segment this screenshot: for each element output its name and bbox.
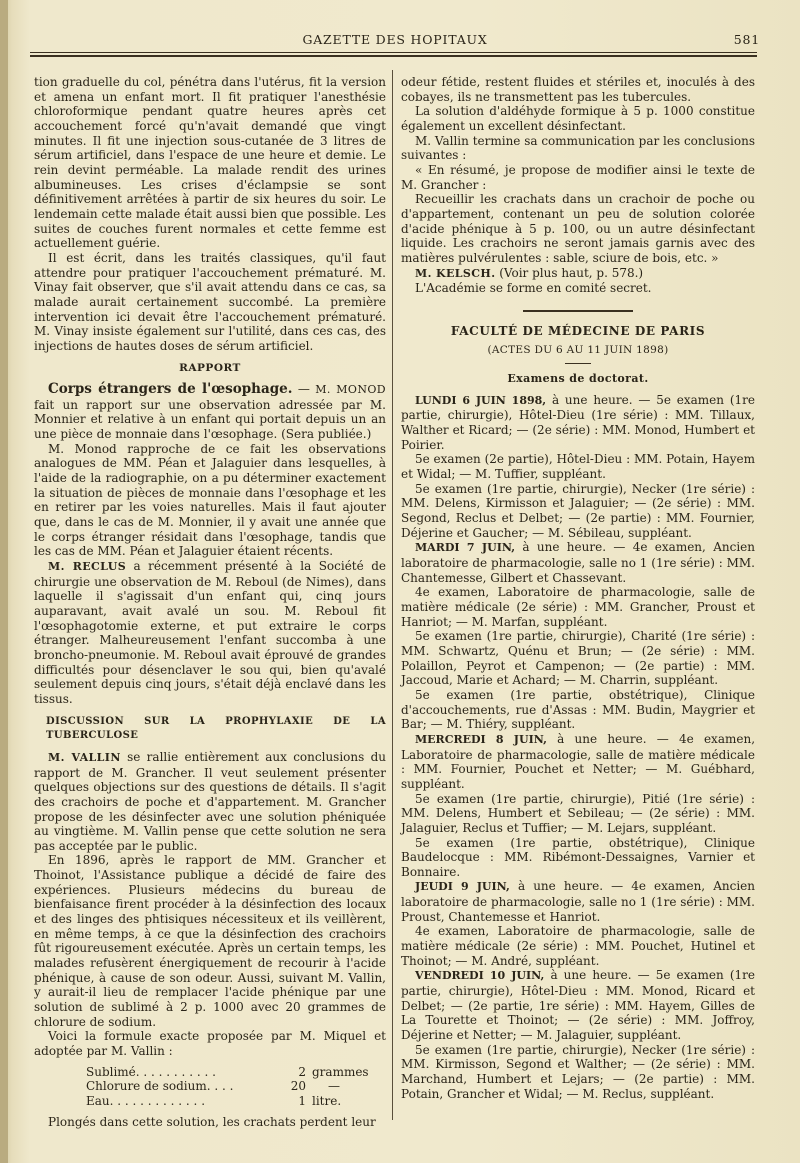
exam-day: MARDI 7 JUIN, [415, 541, 516, 555]
paragraph: Plongés dans cette solution, les crachats perdent leur [48, 1114, 376, 1129]
paragraph-kelsch [401, 266, 755, 282]
section-heading-rapport: RAPPORT [179, 362, 241, 375]
journal-title: GAZETTE DES HOPITAUX [302, 32, 488, 47]
right-column [401, 75, 755, 1101]
ingredient-qty: 20 [290, 1079, 306, 1094]
page-spine-shadow [0, 0, 8, 1163]
exam-day: LUNDI 6 JUIN 1898, [415, 393, 547, 407]
exam-entry [401, 540, 755, 585]
exam-text: à une heure. — 4e examen, Laboratoire de pharmacologie, salle de matière médicale : MM. Fournier, Pouchet et Netter; — M. Guébhard, suppléant. [401, 731, 756, 791]
section-heading-exams: Examens de doctorat. [507, 372, 649, 386]
formula-table [86, 1065, 386, 1109]
ornament-rule [401, 304, 755, 312]
section-heading-faculty: FACULTÉ DE MÉDECINE DE PARIS [450, 323, 706, 338]
paragraph-text: se rallie entièrement aux conclusions du rapport de M. Grancher. Il veut seulement présenter quelques objections sur des questions de détails. Il s'agit des crachoirs de poche et d'appartement. M. Grancher propose de les désinfecter avec une solution phéniquée au vingtième. M. Vallin pense que cette solution ne sera pas acceptée par le public. [34, 749, 386, 853]
formula-row [86, 1079, 386, 1094]
paragraph: M. Monod rapproche de ce fait les observations analogues de MM. Péan et Jalaguier dans lesquelles, à l'aide de la radiographie, on a pu déterminer exactement la situation de pièces de monnaie dans l'œsophage et les en retirer par les voies naturelles. Mais il faut ajouter que, dans le cas de M. Monnier, il y avait une année que le corps étranger résidait dans l'œsophage, tandis que les cas de MM. Péan et Jalaguier étaient récents. [34, 441, 386, 559]
formula-row [86, 1094, 386, 1109]
exam-day: JEUDI 9 JUIN, [415, 880, 510, 894]
header-rule-top [30, 52, 757, 53]
exam-day: MERCREDI 8 JUIN, [415, 732, 547, 746]
paragraph: Recueillir les crachats dans un crachoir de poche ou d'appartement, contenant un peu de solution colorée d'acide phénique à 5 p. 100, ou un autre désinfectant liquide. Les crachoirs ne seront jamais garnis avec des matières pulvérulentes : sable, sciure de bois, etc. » [401, 192, 755, 265]
exam-entry: 5e examen (1re partie, obstétrique), Clinique d'accouchements, rue d'Assas : MM. Budin, Maygrier et Bar; — M. Thiéry, suppléant. [401, 687, 755, 732]
exam-entry: 5e examen (1re partie, obstétrique), Clinique Baudelocque : MM. Ribémont-Dessaignes, Varnier et Bonnaire. [401, 835, 755, 879]
article-title: Corps étrangers de l'œsophage. [48, 381, 293, 398]
author-name: M. KELSCH. [415, 266, 496, 280]
paragraph: « En résumé, je propose de modifier ainsi le texte de M. Grancher : [401, 162, 755, 192]
paragraph-vallin [34, 750, 386, 854]
exam-entry [401, 968, 755, 1042]
exam-entry: 4e examen, Laboratoire de pharmacologie, salle de matière médicale (2e série) : MM. Grancher, Proust et Hanriot; — M. Marfan, suppléant. [401, 585, 755, 629]
paragraph-reclus [34, 559, 386, 707]
exam-entry: 5e examen (1re partie, chirurgie), Necker (1re série) : MM. Delens, Kirmisson et Jalaguier; — (2e série) : MM. Segond, Reclus et Delbet; — (2e partie) : MM. Fournier, Déjerine et Gaucher; — M. Sébileau, suppléant. [401, 481, 755, 540]
formula-row [86, 1065, 386, 1080]
ingredient-qty: 1 [298, 1093, 306, 1108]
exam-entry: 5e examen (1re partie, chirurgie), Charité (1re série) : MM. Schwartz, Quénu et Brun; — (2e série) : MM. Polaillon, Peyrot et Campenon; — (2e partie) : MM. Jaccoud, Marie et Achard; — M. Charrin, suppléant. [401, 629, 755, 688]
exam-entry: 5e examen (1re partie, chirurgie), Necker (1re série) : MM. Kirmisson, Segond et Walther; — (2e série) : MM. Marchand, Humbert et Lejars; — (2e partie) : MM. Potain, Grancher et Widal; — M. Reclus, suppléant. [401, 1042, 755, 1101]
section-heading-discussion: DISCUSSION SUR LA PROPHYLAXIE DE LA TUBERCULOSE [46, 715, 386, 742]
exam-entry [401, 393, 755, 453]
paragraph-text: a récemment présenté à la Société de chirurgie une observation de M. Reboul (de Nimes), dans laquelle il s'agissait d'un enfant qui, cinq jours auparavant, avait avalé un sou. M. Reboul fit l'œsophagotomie externe, et put extraire le corps étranger. Malheureusement l'enfant succomba à une broncho-pneumonie. M. Reboul avait éprouvé de grandes difficultés pour désenclaver le sou qui, bien qu'avalé seulement depuis cinq jours, s'était déjà enclavé dans les tissus. [34, 559, 386, 706]
small-rule [565, 363, 591, 364]
ingredient-name: Eau. . . . . . . . . . . . . [86, 1093, 206, 1108]
ingredient-qty: 2 [298, 1064, 306, 1079]
paragraph-text: (Voir plus haut, p. 578.) [495, 265, 644, 280]
paragraph: L'Académie se forme en comité secret. [415, 281, 652, 296]
author-name: M. RECLUS [48, 560, 127, 573]
left-column [34, 75, 386, 1129]
paragraph: odeur fétide, restent fluides et stériles et, inoculés à des cobayes, ils ne transmettent pas les tubercules. [401, 75, 755, 104]
paragraph: M. Vallin termine sa communication par les conclusions suivantes : [401, 133, 756, 163]
exam-text: à une heure. — 4e examen, Ancien laboratoire de pharmacologie, salle no 1 (1re série) : MM. Proust, Chantemesse et Hanriot. [401, 879, 755, 924]
paragraph: Voici la formule exacte proposée par M. Miquel et adoptée par M. Vallin : [34, 1029, 386, 1058]
ornament-line [523, 310, 633, 312]
column-divider [392, 70, 393, 1120]
running-header [30, 30, 760, 52]
paragraph: tion graduelle du col, pénétra dans l'utérus, fit la version et amena un enfant mort. Il fit pratiquer l'anesthésie chloroformique pendant quatre heures après cet accouchement forcé qu'n'avait demandé que vingt minutes. Il fit une injection sous-cutanée de 3 litres de sérum artificiel, dans l'espace de une heure et demie. Le rein devint perméable. La malade rendit des urines albumineuses. Les crises d'éclampsie se sont définitivement arrêtées à partir de six heures du soir. Le lendemain cette malade était aussi bien que possible. Les suites de couches furent normales et cette femme est actuellement guérie. [34, 75, 386, 251]
section-subheading-actes: (ACTES DU 6 AU 11 JUIN 1898) [487, 343, 669, 356]
header-rule-bottom [30, 55, 757, 57]
ingredient-unit: grammes [312, 1064, 369, 1079]
exam-entry [401, 879, 755, 924]
paragraph: En 1896, après le rapport de MM. Grancher et Thoinot, l'Assistance publique a décidé de faire des expériences. Plusieurs médecins du bureau de bienfaisance firent procéder à la désinfection des locaux et des linges des phtisiques nécessiteux et ils veillèrent, en même temps, à ce que la désinfection des crachoirs fût rigoureusement exécutée. Après un certain temps, les malades refusèrent énergiquement de recourir à l'acide phénique, à cause de son odeur. Aussi, suivant M. Vallin, y aurait-il lieu de remplacer l'acide phénique par une solution de sublimé à 2 p. 1000 avec 20 grammes de chlorure de sodium. [34, 853, 386, 1029]
exam-text: à une heure. — 5e examen (1re partie, chirurgie), Hôtel-Dieu : MM. Monod, Ricard et Delbet; — (2e partie, 1re série) : MM. Hayem, Gilles de La Tourette et Thoinot; — (2e série) : MM. Joffroy, Déjerine et Netter; — M. Jalaguier, suppléant. [401, 968, 755, 1043]
paragraph: La solution d'aldéhyde formique à 5 p. 1000 constitue également un excellent désinfectant. [401, 104, 755, 133]
exam-day: VENDREDI 10 JUIN, [415, 969, 545, 983]
author-name: M. VALLIN [48, 750, 121, 764]
exam-entry [401, 732, 755, 792]
exam-entry: 4e examen, Laboratoire de pharmacologie, salle de matière médicale (2e série) : MM. Pouchet, Hutinel et Thoinot; — M. André, suppléant. [401, 924, 755, 968]
ingredient-name: Chlorure de sodium. . . . [86, 1079, 234, 1094]
exam-entry: 5e examen (2e partie), Hôtel-Dieu : MM. Potain, Hayem et Widal; — M. Tuffier, suppléant. [401, 452, 756, 482]
author-name: M. MONOD [315, 383, 386, 397]
exam-entry: 5e examen (1re partie, chirurgie), Pitié (1re série) : MM. Delens, Humbert et Sebileau; — (2e série) : MM. Jalaguier, Reclus et Tuffier; — M. Lejars, suppléant. [401, 791, 755, 835]
ingredient-unit: litre. [312, 1093, 342, 1108]
paragraph-text: fait un rapport sur une observation adressée par M. Monnier et relative à un enfant qui portait depuis un an une pièce de monnaie dans l'œsophage. (Sera publiée.) [34, 397, 386, 442]
exam-text: à une heure. — 4e examen, Ancien laboratoire de pharmacologie, salle no 1 (1re série) : MM. Chantemesse, Gilbert et Chassevant. [401, 540, 755, 585]
ingredient-name: Sublimé. . . . . . . . . . . [86, 1064, 216, 1079]
ingredient-unit: — [328, 1079, 340, 1094]
paragraph-corps-etrangers: Corps étrangers de l'œsophage. — M. MONOD fait un rapport sur une observation adressée par M. Monnier et relative à un enfant qui portait depuis un an une pièce de monnaie dans l'œsophage. (Sera publiée.) [34, 381, 386, 442]
page-number: 581 [733, 32, 760, 47]
paragraph: Il est écrit, dans les traités classiques, qu'il faut attendre pour pratiquer l'accouchement prématuré. M. Vinay fait observer, que s'il avait attendu dans ce cas, sa malade aurait certainement succombé. La première intervention ici devait être l'accouchement prématuré. M. Vinay insiste également sur l'utilité, dans ces cas, des injections de hautes doses de sérum artificiel. [34, 250, 386, 353]
exam-text: à une heure. — 5e examen (1re partie, chirurgie), Hôtel-Dieu (1re série) : MM. Tillaux, Walther et Ricard; — (2e série) : MM. Monod, Humbert et Poirier. [401, 392, 755, 452]
